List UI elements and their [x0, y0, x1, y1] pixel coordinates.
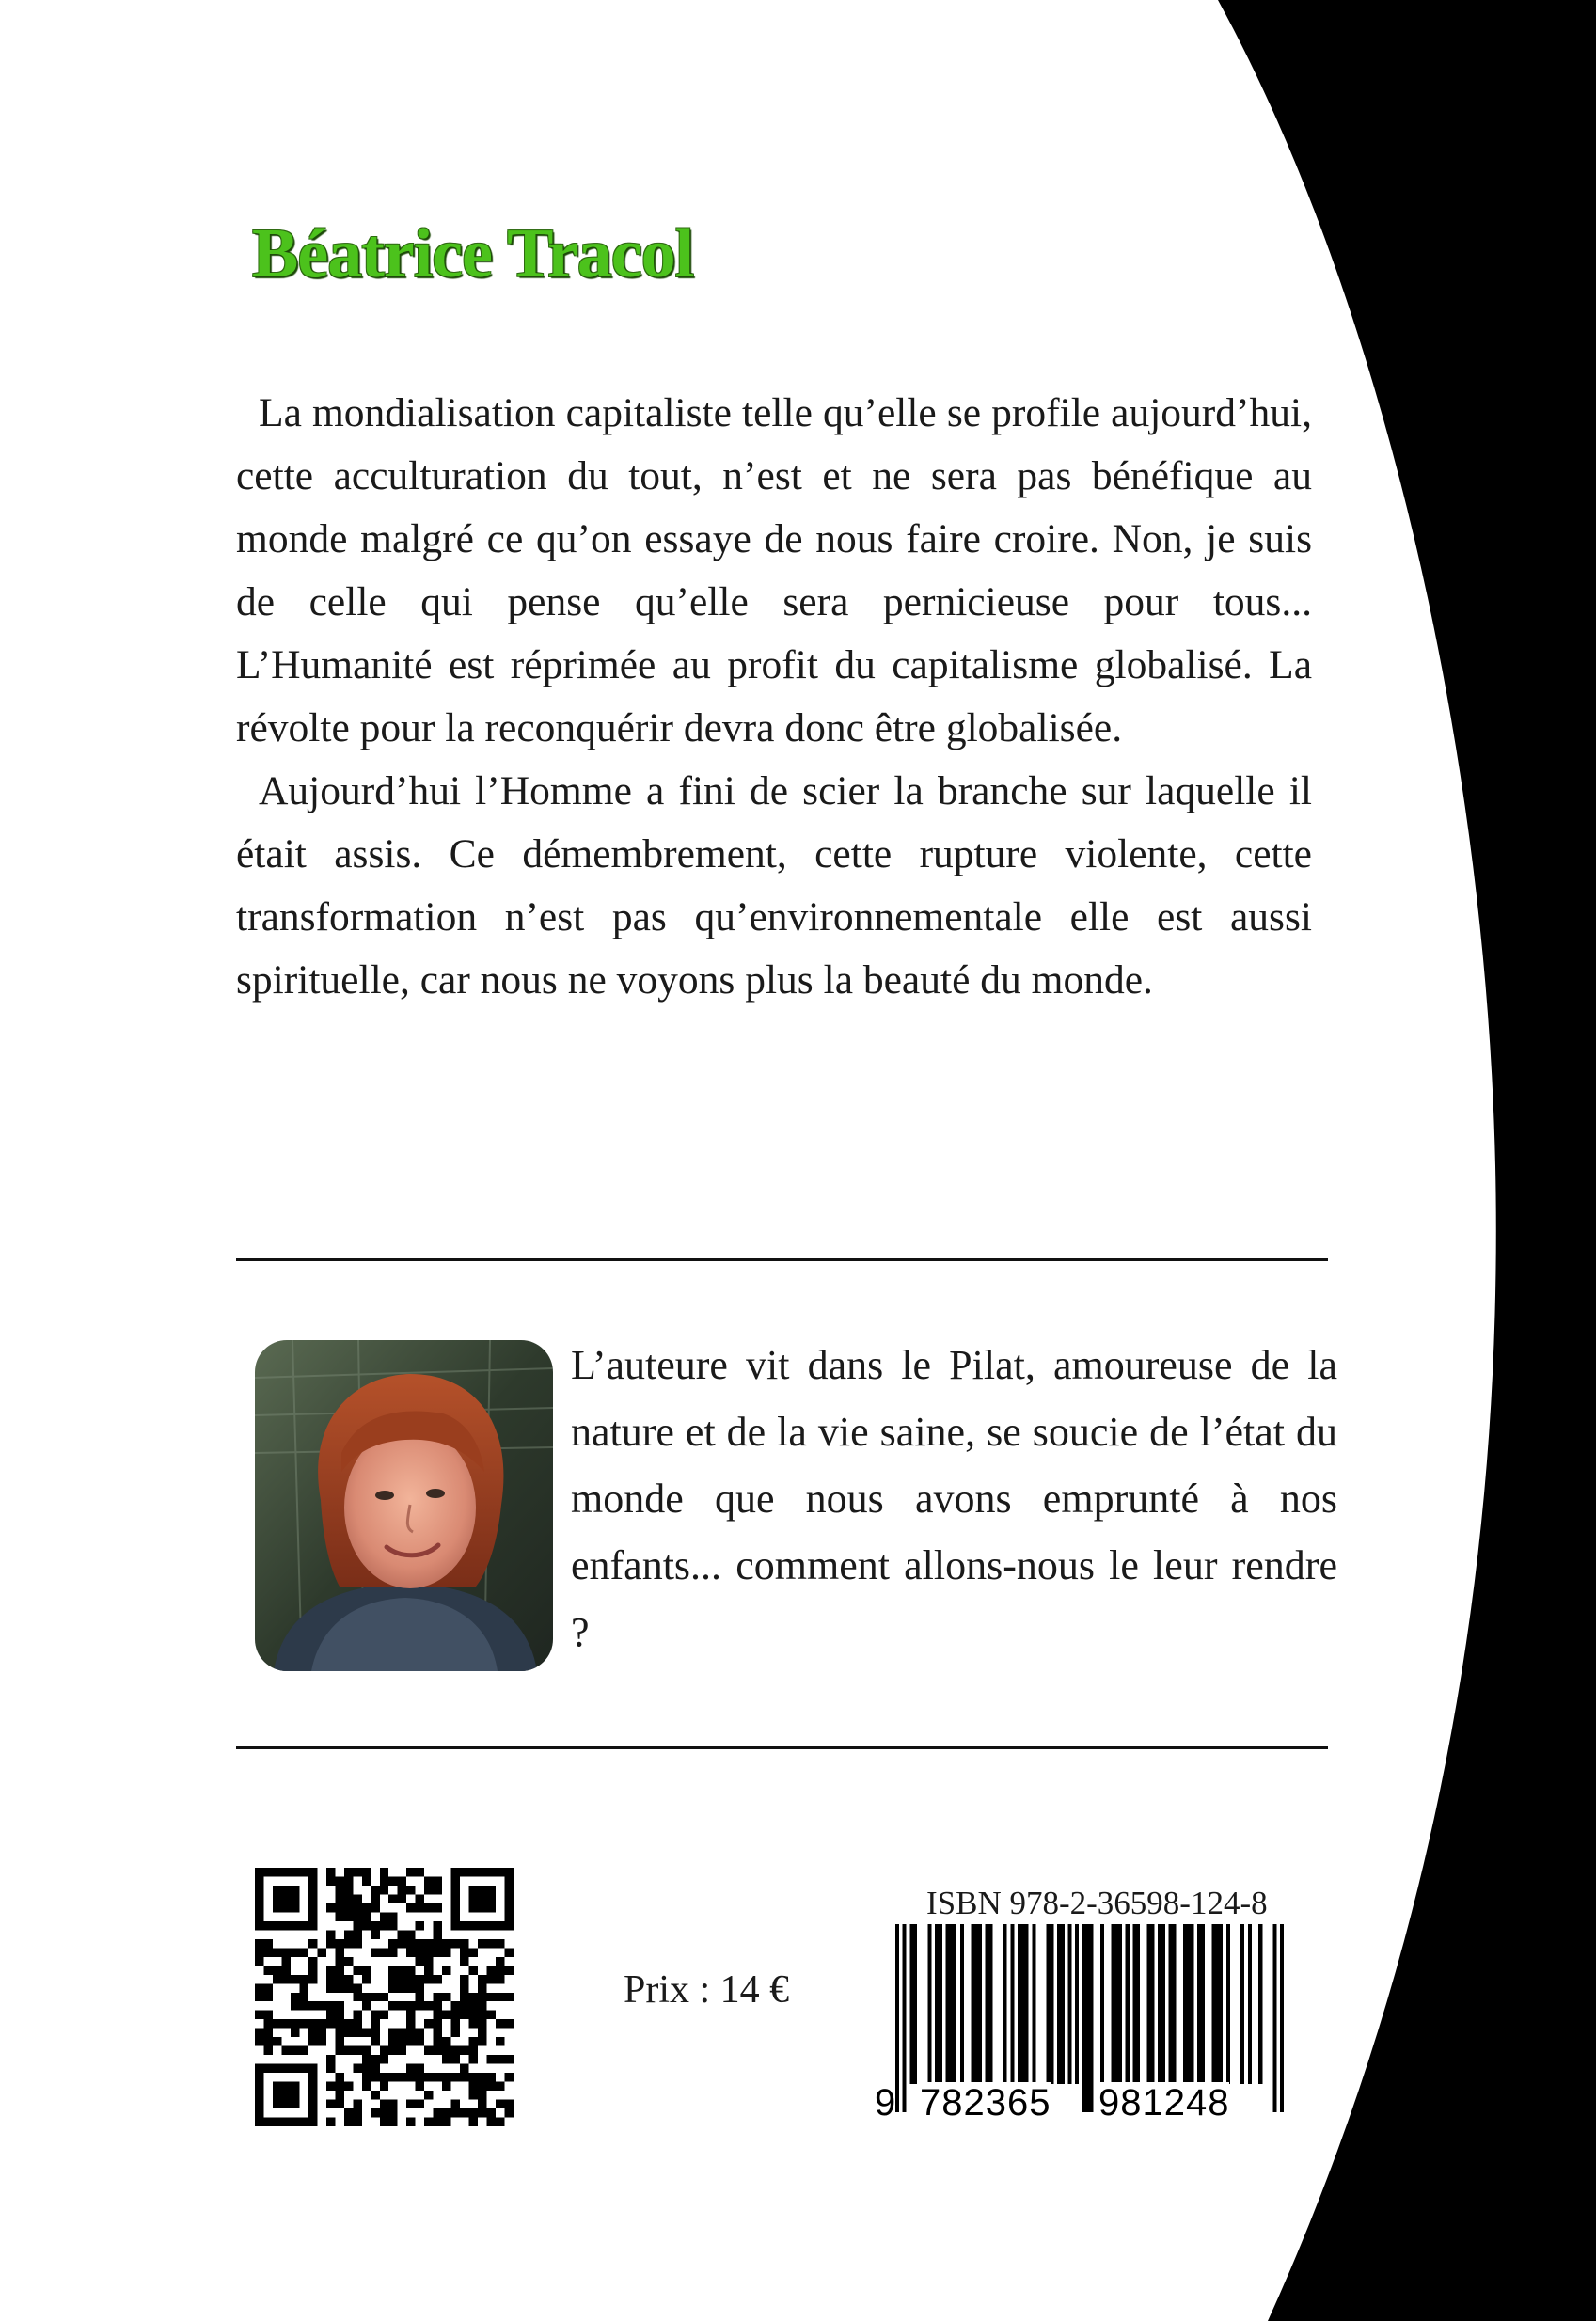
barcode-right-digits: 981248	[1098, 2082, 1230, 2124]
isbn-label: ISBN 978-2-36598-124-8	[926, 1885, 1268, 1921]
author-name: Béatrice Tracol	[252, 215, 694, 292]
qr-code-icon	[255, 1868, 514, 2126]
barcode-left-digits: 782365	[920, 2082, 1051, 2124]
blurb-paragraph-1: La mondialisation capitaliste telle qu’elle se profile aujourd’hui, cette acculturation du tout, n’est et ne sera pas bénéfique au monde malgré ce qu’on essaye de nous faire croire. Non, je suis de celle qui pense qu’elle sera pernicieuse pour tous... L’Humanité est réprimée au profit du capitalisme globalisé. La révolte pour la reconquérir devra donc être globalisée.	[236, 390, 1312, 750]
author-bio: L’auteure vit dans le Pilat, amoureuse de la nature et de la vie saine, se soucie de l’état du monde que nous avons emprunté à nos enfants... comment allons-nous le leur rendre ?	[571, 1342, 1337, 1655]
barcode-lead-digit: 9	[875, 2082, 896, 2124]
blurb-paragraph-2: Aujourd’hui l’Homme a fini de scier la branche sur laquelle il était assis. Ce démembrement, cette rupture violente, cette transformation n’est pas qu’environnementale elle est aussi spirituelle, car nous ne voyons plus la beauté du monde.	[236, 768, 1312, 1003]
divider-rule-top	[236, 1258, 1328, 1261]
author-photo	[255, 1340, 553, 1671]
divider-rule-bottom	[236, 1746, 1328, 1749]
back-cover-blurb	[236, 382, 1312, 1012]
price-label: Prix : 14 €	[624, 1968, 790, 2012]
